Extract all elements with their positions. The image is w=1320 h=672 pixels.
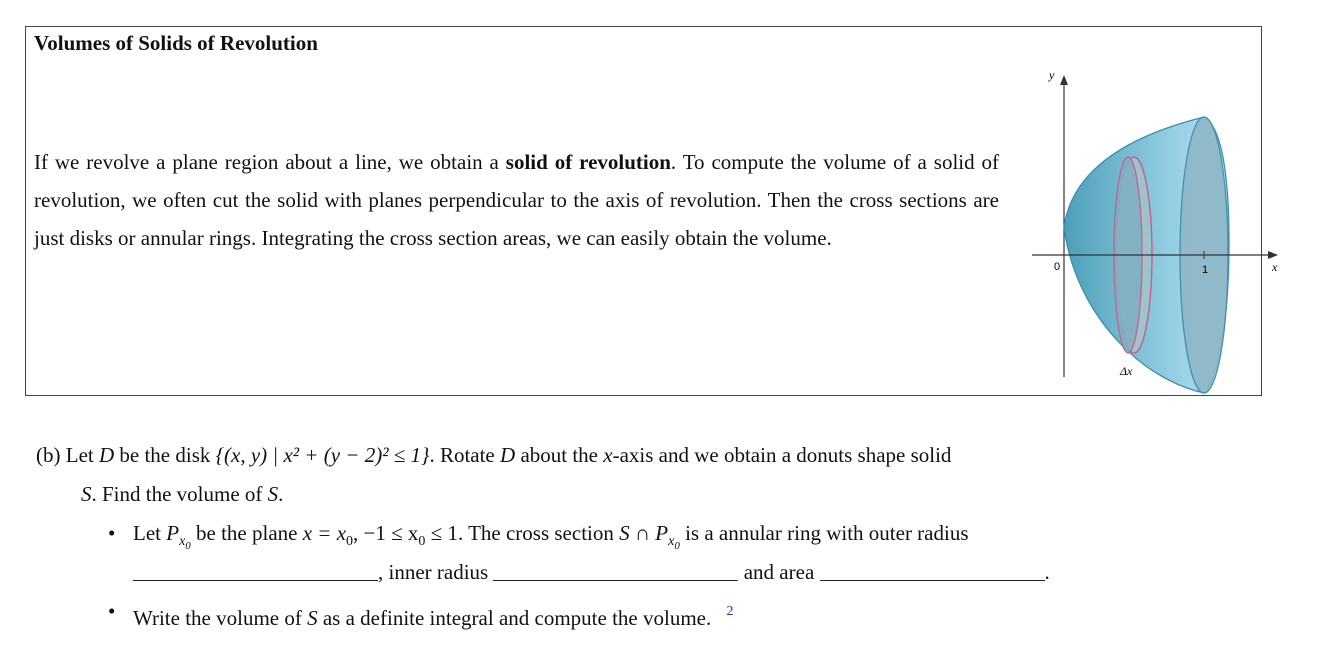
bullet-dot-1: •: [108, 521, 116, 545]
y-axis-label: y: [1049, 68, 1055, 82]
b1-and-area: and area: [743, 560, 815, 584]
period: .: [278, 482, 284, 506]
area-blank[interactable]: [820, 560, 1045, 581]
cap-sub: [668, 534, 680, 552]
part-b-line-1: [36, 436, 1251, 475]
P-sub-x: x: [179, 534, 186, 550]
S-symbol: S: [81, 482, 92, 506]
x-axis-arrow: [1268, 251, 1278, 259]
origin-label: 0: [1054, 261, 1061, 273]
bullet-1-text: [108, 521, 969, 552]
outer-radius-blank[interactable]: [133, 560, 378, 581]
P-symbol: [166, 521, 191, 552]
D-symbol-2: D: [500, 443, 516, 467]
b1-is-annular: is a annular ring with outer radius: [685, 521, 969, 545]
bullet-2-text: [108, 606, 733, 630]
intro-bold-term: solid of revolution: [505, 150, 671, 174]
cap-text: S ∩ P: [619, 521, 669, 545]
bullet-2: [36, 592, 1251, 631]
P-sub: [179, 534, 191, 552]
x-axis-label: x: [1272, 260, 1278, 274]
S-symbol-2: S: [267, 482, 279, 506]
part-b-section: [36, 436, 1251, 631]
part-b-label: (b): [36, 443, 61, 467]
b2-post: as a definite integral and compute the volume.: [322, 606, 712, 630]
b1-eq: x = x: [302, 521, 347, 545]
bullet-1: [36, 514, 1251, 553]
b1-eq-sub: 0: [346, 534, 354, 550]
cap-sub-x: x: [668, 534, 675, 550]
find-text: . Find the volume of: [91, 482, 263, 506]
b1-let: Let: [133, 521, 161, 545]
intro-box: [25, 26, 1278, 396]
intro-paragraph: [34, 143, 999, 257]
intro-text-pre: If we revolve a plane region about a line, we obtain a: [34, 150, 506, 174]
P-sub-0: 0: [185, 539, 191, 552]
P-letter: P: [166, 521, 180, 545]
b1-range-sub: 0: [418, 534, 426, 550]
let-text: Let: [65, 443, 94, 467]
b1-range-a: , −1 ≤ x: [353, 521, 419, 545]
bullet-dot-2: •: [108, 599, 116, 623]
b1-be-plane: be the plane: [196, 521, 298, 545]
axis-rest-text: -axis and we obtain a donuts shape solid: [612, 443, 952, 467]
about-the-text: about the: [520, 443, 598, 467]
box-title: Volumes of Solids of Revolution: [34, 31, 318, 55]
b2-pre: Write the volume of: [133, 606, 302, 630]
b1-inner-radius: , inner radius: [378, 560, 489, 584]
b1-end: .: [1044, 560, 1050, 584]
cap-expression: [619, 521, 680, 552]
rotate-text: . Rotate: [429, 443, 495, 467]
solid-revolution-figure: [1004, 67, 1278, 397]
cap-sub-0: 0: [674, 539, 680, 552]
footnote-link[interactable]: 2: [726, 604, 734, 619]
y-axis-arrow: [1060, 75, 1068, 85]
tick-label-1: 1: [1202, 264, 1209, 276]
D-symbol: D: [98, 443, 115, 467]
be-the-disk-text: be the disk: [119, 443, 211, 467]
part-b-line-2: [36, 475, 1251, 514]
b1-range-b: ≤ 1. The cross section: [425, 521, 614, 545]
inner-radius-blank[interactable]: [493, 560, 738, 581]
intro-text-post: . To compute the volume of a solid of revolution, we often cut the solid with planes perpendicular to the axis of revolution. Then the cross sections are just disks or annular rings. Integrating the cross section areas, we can easily obtain the volume.: [34, 150, 1000, 250]
disk-set-expression: {(x, y) | x² + (y − 2)² ≤ 1}: [215, 443, 430, 467]
delta-x-label: Δx: [1120, 364, 1133, 378]
bullet-1-continuation: [36, 553, 1251, 592]
x-symbol: x: [603, 443, 613, 467]
b2-S-symbol: S: [307, 606, 318, 630]
